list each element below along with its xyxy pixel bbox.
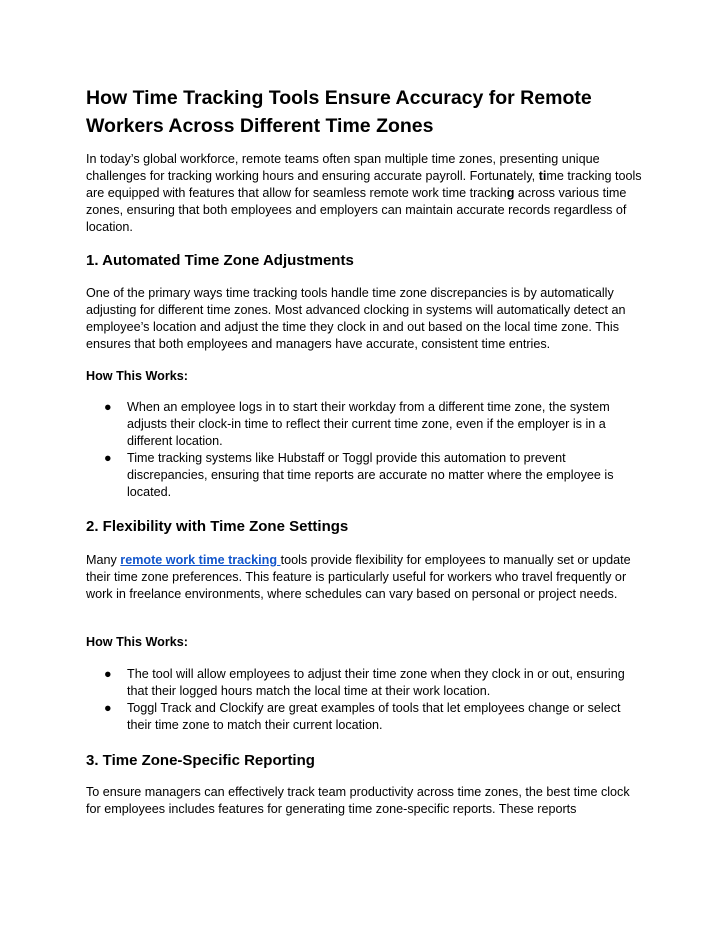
intro-text-2: me tracking tools are equipped with features that allow for seamless remote work time trackin [86,169,642,200]
intro-bold-2: g [506,186,515,200]
section3-heading: 3. Time Zone-Specific Reporting [86,752,315,769]
section1-paragraph: One of the primary ways time tracking tools handle time zone discrepancies is by automatically adjusting for different time zones. Most advanced clocking in systems will automatically detect an employee’s location and adjust the time they clock in and out based on the local time zone. This ensures that both employees and managers have accurate, consistent time entries. [86,286,626,351]
section2-bullet-2 [104,700,644,734]
intro-text-3: across various time zones, ensuring that both employees and employers can maintain accurate records regardless of location. [86,186,627,234]
section2-text-before: Many [86,553,121,567]
page-title: How Time Tracking Tools Ensure Accuracy for Remote Workers Across Different Time Zones [86,87,592,137]
bullet-text: Time tracking systems like Hubstaff or Toggl provide this automation to prevent discrepancies, ensuring that time reports are accurate no matter where the employee is located. [127,451,614,499]
bullet-icon: ● [104,451,112,465]
section1-bullet-2 [104,450,644,501]
section1-bullet-1 [104,399,644,450]
section3-paragraph: To ensure managers can effectively track team productivity across time zones, the best time clock for employees includes features for generating time zone-specific reports. These reports [86,785,630,816]
bullet-text: The tool will allow employees to adjust their time zone when they clock in or out, ensuring that their logged hours match the local time at their work location. [127,667,625,698]
section2-paragraph [86,552,646,603]
bullet-icon: ● [104,701,112,715]
intro-paragraph [86,151,646,236]
bullet-text: Toggl Track and Clockify are great examples of tools that let employees change or select their time zone to match their current location. [127,701,621,732]
intro-text-1: In today’s global workforce, remote teams often span multiple time zones, presenting unique challenges for tracking working hours and ensuring accurate payroll. Fortunately, [86,152,600,183]
section2-how-label: How This Works: [86,635,188,649]
remote-work-time-tracking-link[interactable]: remote work time tracking [120,553,281,567]
section2-bullet-1 [104,666,644,700]
section2-text-after: tools provide flexibility for employees to manually set or update their time zone preferences. This feature is particularly useful for workers who travel frequently or work in freelance environments, where schedules can vary based on personal or project needs. [86,553,631,601]
section1-heading: 1. Automated Time Zone Adjustments [86,252,354,269]
bullet-text: When an employee logs in to start their workday from a different time zone, the system adjusts their clock-in time to reflect their current time zone, even if the employer is in a different location. [127,400,610,448]
section2-heading: 2. Flexibility with Time Zone Settings [86,518,349,535]
bullet-icon: ● [104,400,112,414]
intro-bold-1: ti [538,169,547,183]
bullet-icon: ● [104,667,112,681]
section1-how-label: How This Works: [86,369,188,383]
